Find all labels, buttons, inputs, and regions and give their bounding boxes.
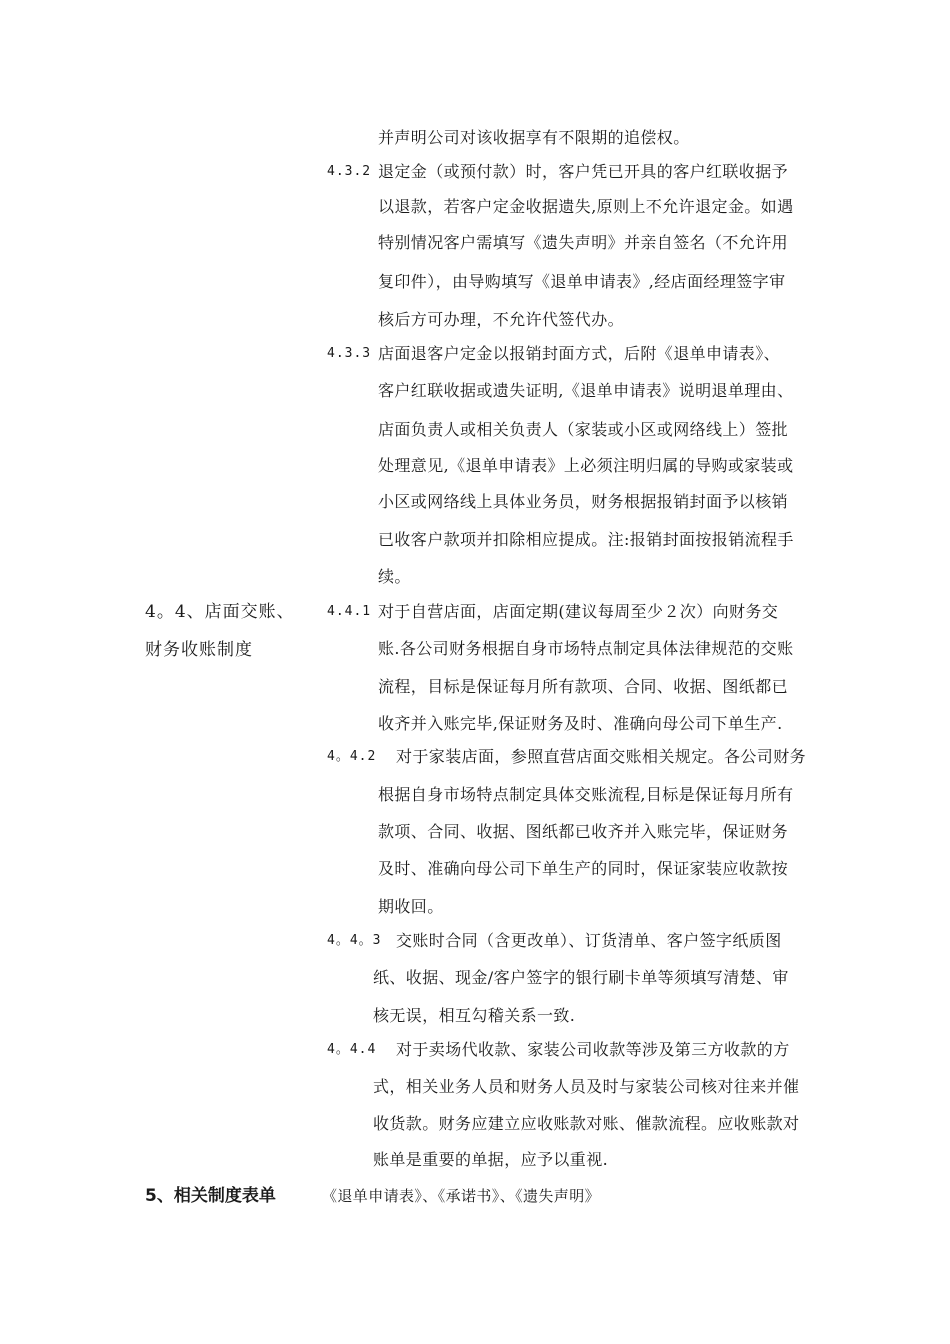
item-4-4-2-line: 及时、准确向母公司下单生产的同时，保证家装应收款按 — [378, 859, 789, 878]
item-4-4-4-line: 收货款。财务应建立应收账款对账、催款流程。应收账款对 — [373, 1114, 800, 1133]
item-4-3-3-line: 小区或网络线上具体业务员，财务根据报销封面予以核销 — [378, 492, 789, 511]
section-5-heading: 5、相关制度表单 — [145, 1186, 276, 1206]
intro-line: 并声明公司对该收据享有不限期的追偿权。 — [378, 128, 690, 147]
item-4-3-2-line: 以退款，若客户定金收据遗失,原则上不允许退定金。如遇 — [378, 197, 794, 216]
item-4-4-1-line: 对于自营店面，店面定期(建议每周至少２次）向财务交 — [378, 602, 779, 621]
item-4-4-1-line: 流程，目标是保证每月所有款项、合同、收据、图纸都已 — [378, 677, 789, 696]
section-4-4-label: 4。4、店面交账、 — [145, 602, 295, 622]
item-4-4-1-line: 收齐并入账完毕,保证财务及时、准确向母公司下单生产. — [378, 714, 783, 733]
item-4-4-3-line: 核无误，相互勾稽关系一致. — [373, 1006, 576, 1025]
item-4-3-3-line: 店面负责人或相关负责人（家装或小区或网络线上）签批 — [378, 420, 789, 439]
item-4-3-2-line: 特别情况客户需填写《遗失声明》并亲自签名（不允许用 — [378, 233, 789, 252]
item-4-4-4-line: 对于卖场代收款、家装公司收款等涉及第三方收款的方 — [396, 1040, 790, 1059]
item-4-4-3-line: 纸、收据、现金/客户签字的银行刷卡单等须填写清楚、审 — [373, 968, 789, 987]
section-4-4-label: 财务收账制度 — [145, 640, 253, 660]
item-4-4-4-line: 式，相关业务人员和财务人员及时与家装公司核对往来并催 — [373, 1077, 800, 1096]
section-5-forms-list: 《退单申请表》、《承诺书》、《遗失声明》 — [322, 1187, 601, 1205]
item-4-3-2-line: 核后方可办理，不允许代签代办。 — [378, 310, 625, 329]
item-4-3-3-line: 客户红联收据或遗失证明,《退单申请表》说明退单理由、 — [378, 381, 794, 400]
item-4-4-3-line: 交账时合同（含更改单）、订货清单、客户签字纸质图 — [396, 931, 782, 950]
item-4-4-2-line: 根据自身市场特点制定具体交账流程,目标是保证每月所有 — [378, 785, 794, 804]
item-4-3-3-line: 续。 — [378, 567, 411, 586]
item-4-4-2-line: 对于家装店面，参照直营店面交账相关规定。各公司财务 — [396, 747, 807, 766]
item-4-3-2-line: 退定金（或预付款）时，客户凭已开具的客户红联收据予 — [378, 162, 789, 181]
item-4-3-3-line: 处理意见,《退单申请表》上必须注明归属的导购或家装或 — [378, 456, 794, 475]
item-number-4-4-4: 4。4.4 — [327, 1042, 377, 1057]
item-number-4-4-3: 4。4。3 — [327, 933, 382, 948]
item-number-4-3-2: 4.3.2 — [327, 164, 372, 179]
item-number-4-3-3: 4.3.3 — [327, 346, 372, 361]
item-4-4-2-line: 款项、合同、收据、图纸都已收齐并入账完毕，保证财务 — [378, 822, 789, 841]
item-number-4-4-1: 4.4.1 — [327, 604, 372, 619]
item-4-3-2-line: 复印件），由导购填写《退单申请表》,经店面经理签字审 — [378, 272, 786, 291]
item-4-4-2-line: 期收回。 — [378, 897, 444, 916]
item-4-3-3-line: 已收客户款项并扣除相应提成。注:报销封面按报销流程手 — [378, 530, 794, 549]
item-4-4-4-line: 账单是重要的单据，应予以重视. — [373, 1150, 609, 1169]
item-4-4-1-line: 账.各公司财务根据自身市场特点制定具体法律规范的交账 — [378, 639, 794, 658]
item-4-3-3-line: 店面退客户定金以报销封面方式，后附《退单申请表》、 — [378, 344, 781, 363]
item-number-4-4-2: 4。4.2 — [327, 749, 377, 764]
